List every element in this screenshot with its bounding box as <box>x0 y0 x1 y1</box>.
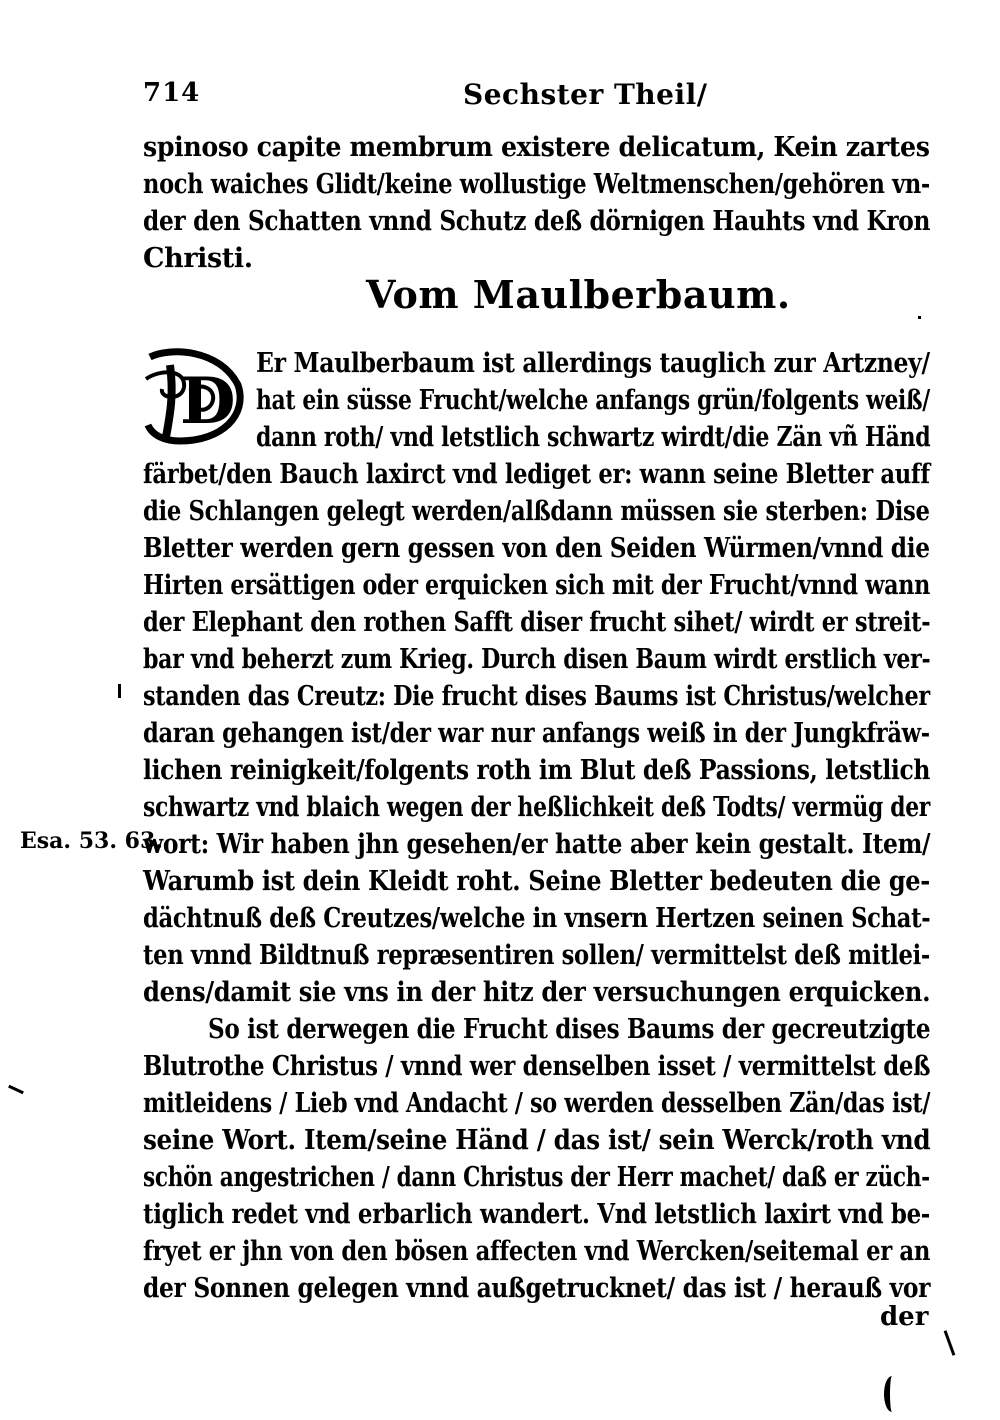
scan-speck <box>118 684 121 698</box>
drop-initial-d <box>140 345 248 445</box>
body-line-4: färbet/den Bauch laxirct vnd lediget er: wann seine Bletter auff <box>143 459 930 490</box>
body-line-2: hat ein süsse Frucht/welche anfangs grün/folgents weiß/ <box>256 385 930 416</box>
body-line-24: tiglich redet vnd erbarlich wandert. Vnd letstlich laxirt vnd be- <box>143 1199 930 1230</box>
body-line-1: Er Maulberbaum ist allerdings tauglich zur Artzney/ <box>256 348 930 379</box>
body-line-5: die Schlangen gelegt werden/alßdann müssen sie sterben: Dise <box>143 496 930 527</box>
page-header <box>143 78 923 118</box>
body-line-22: seine Wort. Item/seine Händ / das ist/ sein Werck/roth vnd <box>143 1125 931 1156</box>
body-line-21: mitleidens / Lieb vnd Andacht / so werden desselben Zän/das ist/ <box>143 1088 931 1119</box>
body-line-25: fryet er jhn von den bösen affecten vnd Wercken/seitemal er an <box>143 1236 931 1267</box>
body-line-18: dens/damit sie vns in der hitz der versuchungen erquicken. <box>143 977 931 1008</box>
svg-text:D: D <box>180 364 236 439</box>
page-number: 714 <box>143 78 201 108</box>
intro-line-4: Christi. <box>143 243 253 274</box>
body-line-8: der Elephant den rothen Safft diser frucht sihet/ wirdt er streit- <box>143 607 931 638</box>
body-line-6: Bletter werden gern gessen von den Seiden Würmen/vnnd die <box>143 533 930 564</box>
body-line-3: dann roth/ vnd letstlich schwartz wirdt/die Zän vñ Händ <box>256 422 931 453</box>
body-line-11: daran gehangen ist/der war nur anfangs weiß in der Jungkfräw- <box>143 718 930 749</box>
scan-speck <box>918 316 921 319</box>
scan-speck <box>8 1085 24 1094</box>
body-line-15: Warumb ist dein Kleidt roht. Seine Bletter bedeuten die ge- <box>143 866 930 897</box>
body-line-9: bar vnd beherzt zum Krieg. Durch disen Baum wirdt erstlich ver- <box>143 644 931 675</box>
margin-note: Esa. 53. 63. <box>20 828 163 854</box>
body-line-17: ten vnnd Bildtnuß repræsentiren sollen/ vermittelst deß mitlei- <box>143 940 930 971</box>
body-line-23: schön angestrichen / dann Christus der Herr machet/ daß er züch- <box>143 1162 930 1193</box>
intro-line-3: der den Schatten vnnd Schutz deß dörnigen Hauhts vnd Kron <box>143 206 931 237</box>
body-line-26: der Sonnen gelegen vnnd außgetrucknet/ das ist / herauß vor <box>143 1273 931 1304</box>
section-heading: Vom Maulberbaum. <box>366 272 791 317</box>
catchword: der <box>880 1302 929 1332</box>
scan-speck <box>884 1376 900 1412</box>
intro-line-2: noch waiches Glidt/keine wollustige Weltmenschen/gehören vn- <box>143 169 930 200</box>
body-line-14: wort: Wir haben jhn gesehen/er hatte aber kein gestalt. Item/ <box>143 829 931 860</box>
intro-line-1: spinoso capite membrum existere delicatum, Kein zartes <box>143 132 930 163</box>
body-line-10: standen das Creutz: Die frucht dises Baums ist Christus/welcher <box>143 681 930 712</box>
body-line-13: schwartz vnd blaich wegen der heßlichkeit deß Todts/ vermüg der <box>143 792 930 823</box>
body-line-12: lichen reinigkeit/folgents roth im Blut deß Passions, letstlich <box>143 755 931 786</box>
body-line-19: So ist derwegen die Frucht dises Baums der gecreutzigte <box>208 1014 931 1045</box>
body-line-7: Hirten ersättigen oder erquicken sich mit der Frucht/vnnd wann <box>143 570 930 601</box>
running-title: Sechster Theil/ <box>463 78 708 111</box>
body-line-20: Blutrothe Christus / vnnd wer denselben isset / vermittelst deß <box>143 1051 931 1082</box>
body-line-16: dächtnuß deß Creutzes/welche in vnsern Hertzen seinen Schat- <box>143 903 931 934</box>
scan-speck <box>944 1330 956 1355</box>
